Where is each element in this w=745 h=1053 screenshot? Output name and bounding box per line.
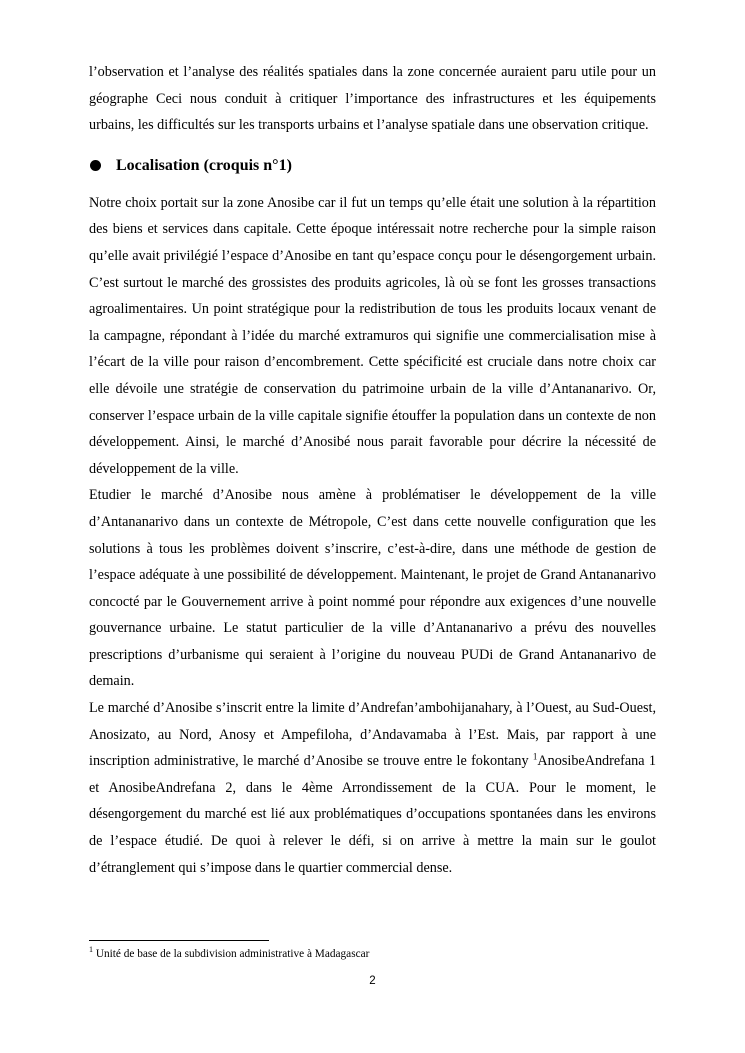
section-heading-text: Localisation (croquis n°1) <box>116 156 292 174</box>
page-number: 2 <box>369 975 376 987</box>
bullet-icon <box>90 160 101 171</box>
intro-paragraph: l’observation et l’analyse des réalités spatiales dans la zone concernée auraient paru utile pour un géographe Ceci nous conduit à critiquer l’importance des infrastructures et les équipements urbains, les difficultés sur les transports urbains et l’analyse spatiale dans une observation critique. <box>89 64 656 134</box>
paragraph-location-part2: AnosibeAndrefana 1 et AnosibeAndrefana 2, dans le 4ème Arrondissement de la CUA. Pour le moment, le désengorgement du marché est lié aux problématiques d’occupations spontanées dans les environs de l’espace étudié. De quoi à relever le défi, si on arrive à mettre la main sur le goulot d’étranglement qui s’impose dans le quartier commercial dense. <box>89 753 656 876</box>
section-heading <box>89 153 656 179</box>
footnote-text: Unité de base de la subdivision administrative à Madagascar <box>93 948 370 960</box>
footnote <box>89 946 369 962</box>
paragraph-location <box>89 695 656 881</box>
page-body <box>89 59 656 881</box>
paragraph-choice: Notre choix portait sur la zone Anosibe car il fut un temps qu’elle était une solution à la répartition des biens et services dans capitale. Cette époque intéressait notre recherche pour la simple raison qu’elle avait privilégié l’espace d’Anosibe en tant qu’espace conçu pour le désengorgement urbain. C’est surtout le marché des grossistes des produits agricoles, là où se font les grosses transactions agroalimentaires. Un point stratégique pour la redistribution de tous les produits locaux venant de la campagne, répondant à l’idée du marché extramuros qui signifie une commercialisation mise à l’écart de la ville pour raison d’encombrement. Cette spécificité est cruciale dans notre choix car elle dévoile une stratégie de conservation du patrimoine urbain de la ville d’Antananarivo. Or, conserver l’espace urbain de la ville capitale signifie étouffer la population dans un contexte de non développement. Ainsi, le marché d’Anosibé nous parait favorable pour décrire la nécessité de développement de la ville. <box>89 194 656 477</box>
paragraph-development: Etudier le marché d’Anosibe nous amène à problématiser le développement de la ville d’Antananarivo dans un contexte de Métropole, C’est dans cette nouvelle configuration que les solutions à tous les problèmes doivent s’inscrire, c’est-à-dire, dans une méthode de gestion de l’espace adéquate à une possibilité de développement. Maintenant, le projet de Grand Antananarivo concocté par le Gouvernement arrive à point nommé pour répondre aux exigences d’une nouvelle gouvernance urbaine. Le statut particulier de la ville d’Antananarivo a prévu des nouvelles prescriptions d’urbanisme qui seraient à l’origine du nouveau PUDi de Grand Antananarivo de demain. <box>89 487 656 690</box>
footnote-marker: 1 <box>89 945 93 955</box>
paragraph-location-part1: Le marché d’Anosibe s’inscrit entre la limite d’Andrefan’ambohijanahary, à l’Ouest, au Sud-Ouest, Anosizato, au Nord, Anosy et Ampefiloha, d’Andavamaba à l’Est. Mais, par rapport à une inscription administrative, le marché d’Anosibe se trouve entre le fokontany <box>89 700 656 770</box>
footnote-reference: 1 <box>532 751 538 762</box>
footnote-divider <box>89 940 269 941</box>
